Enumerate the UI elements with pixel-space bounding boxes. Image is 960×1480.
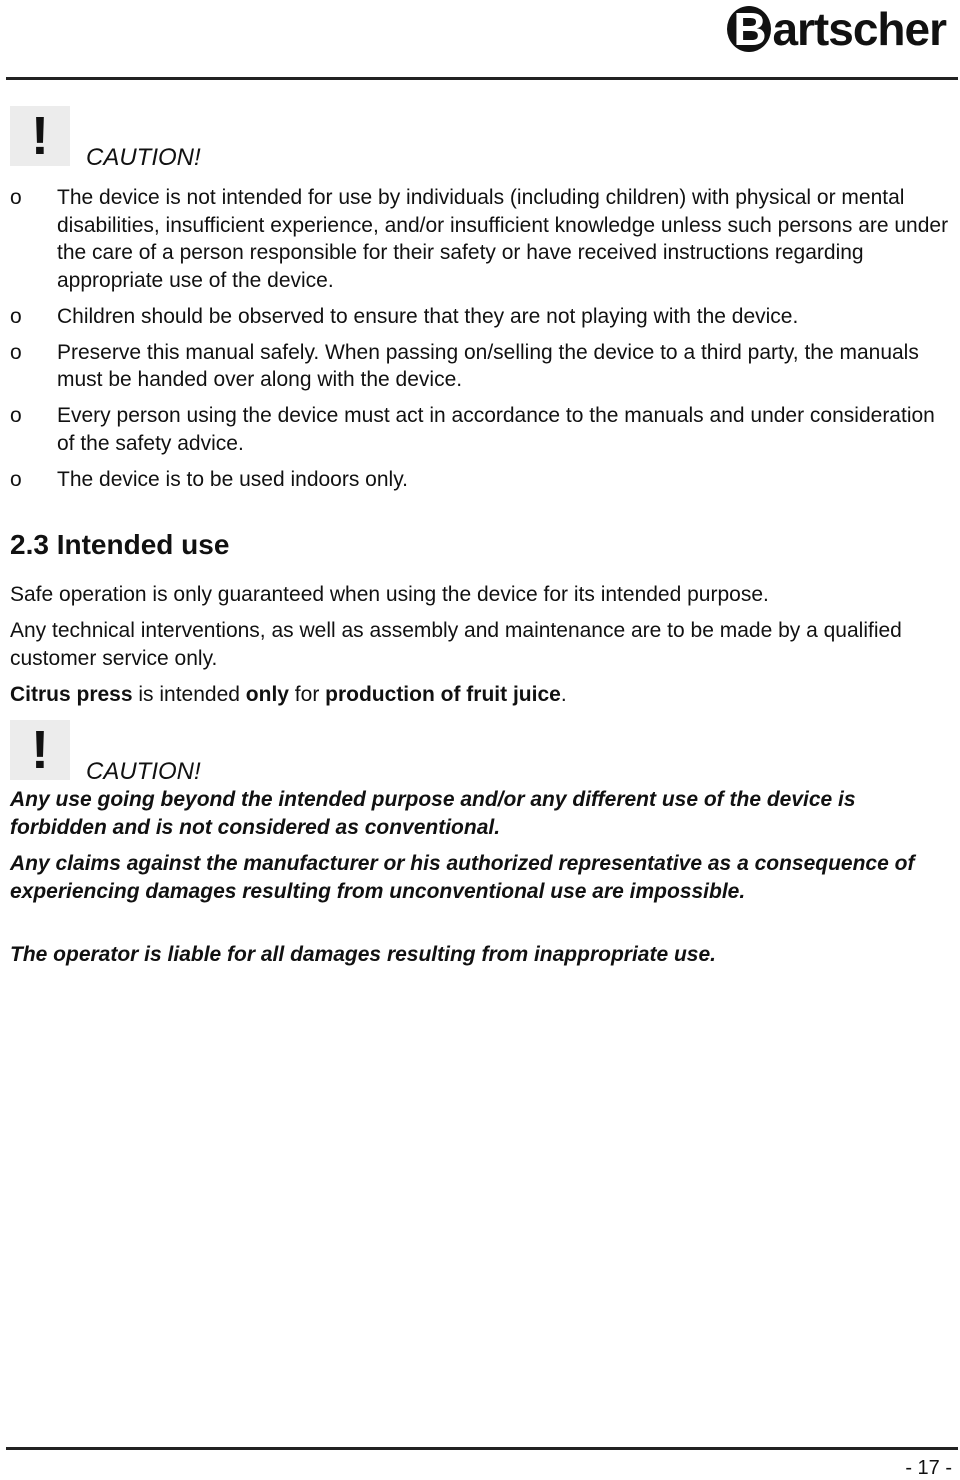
list-item bbox=[10, 303, 955, 331]
bullet-marker: o bbox=[10, 186, 22, 209]
header-rule bbox=[6, 77, 958, 80]
logo-initial: B bbox=[727, 6, 771, 52]
intended-purpose-paragraph: Safe operation is only guaranteed when using the device for its intended purpose. bbox=[10, 583, 769, 606]
intended-use-statement: Citrus press is intended only for production of fruit juice. bbox=[10, 683, 567, 706]
caution-paragraph: Any claims against the manufacturer or his authorized representative as a consequence of experiencing damages resulting from unconventional use are impossible. bbox=[10, 852, 915, 903]
list-item bbox=[10, 402, 955, 457]
bullet-marker: o bbox=[10, 404, 22, 427]
safety-bullet-list bbox=[10, 184, 955, 502]
caution-paragraph: The operator is liable for all damages resulting from inappropriate use. bbox=[10, 943, 716, 966]
caution-icon-box bbox=[10, 106, 70, 166]
intended-purpose: production of fruit juice bbox=[325, 683, 561, 706]
list-item-text: Every person using the device must act in accordance to the manuals and under consideration of the safety advice. bbox=[57, 404, 935, 455]
exclamation-icon: ! bbox=[31, 106, 49, 166]
footer-rule bbox=[6, 1447, 958, 1450]
section-heading: 2.3 Intended use bbox=[10, 529, 230, 560]
bullet-marker: o bbox=[10, 340, 22, 364]
page-number: - 17 - bbox=[905, 1457, 952, 1479]
caution-title: CAUTION! bbox=[86, 144, 201, 171]
bartscher-logo bbox=[727, 3, 946, 55]
list-item bbox=[10, 466, 955, 494]
emphasis-only: only bbox=[245, 683, 289, 706]
list-item-text: Children should be observed to ensure that they are not playing with the device. bbox=[57, 304, 799, 328]
bullet-marker: o bbox=[10, 304, 22, 328]
list-item-text: Preserve this manual safely. When passing on/selling the device to a third party, the manuals must be handed over along with the device. bbox=[57, 340, 919, 391]
logo-text: artscher bbox=[772, 3, 946, 55]
product-name: Citrus press bbox=[10, 683, 133, 706]
list-item-text: The device is not intended for use by individuals (including children) with physical or mental disabilities, insufficient experience, and/or insufficient knowledge unless such persons are under the care of a person responsible for their safety or have received instructions regarding appropriate use of the device. bbox=[57, 186, 949, 292]
list-item-text: The device is to be used indoors only. bbox=[57, 467, 408, 491]
list-item bbox=[10, 339, 955, 394]
bullet-marker: o bbox=[10, 467, 22, 491]
caution-title: CAUTION! bbox=[86, 758, 201, 785]
caution-icon-box bbox=[10, 720, 70, 780]
exclamation-icon: ! bbox=[31, 720, 49, 780]
caution-paragraph: Any use going beyond the intended purpose and/or any different use of the device is forbidden and is not considered as conventional. bbox=[10, 788, 856, 839]
list-item bbox=[10, 184, 955, 294]
service-paragraph: Any technical interventions, as well as assembly and maintenance are to be made by a qualified customer service only. bbox=[10, 619, 902, 670]
